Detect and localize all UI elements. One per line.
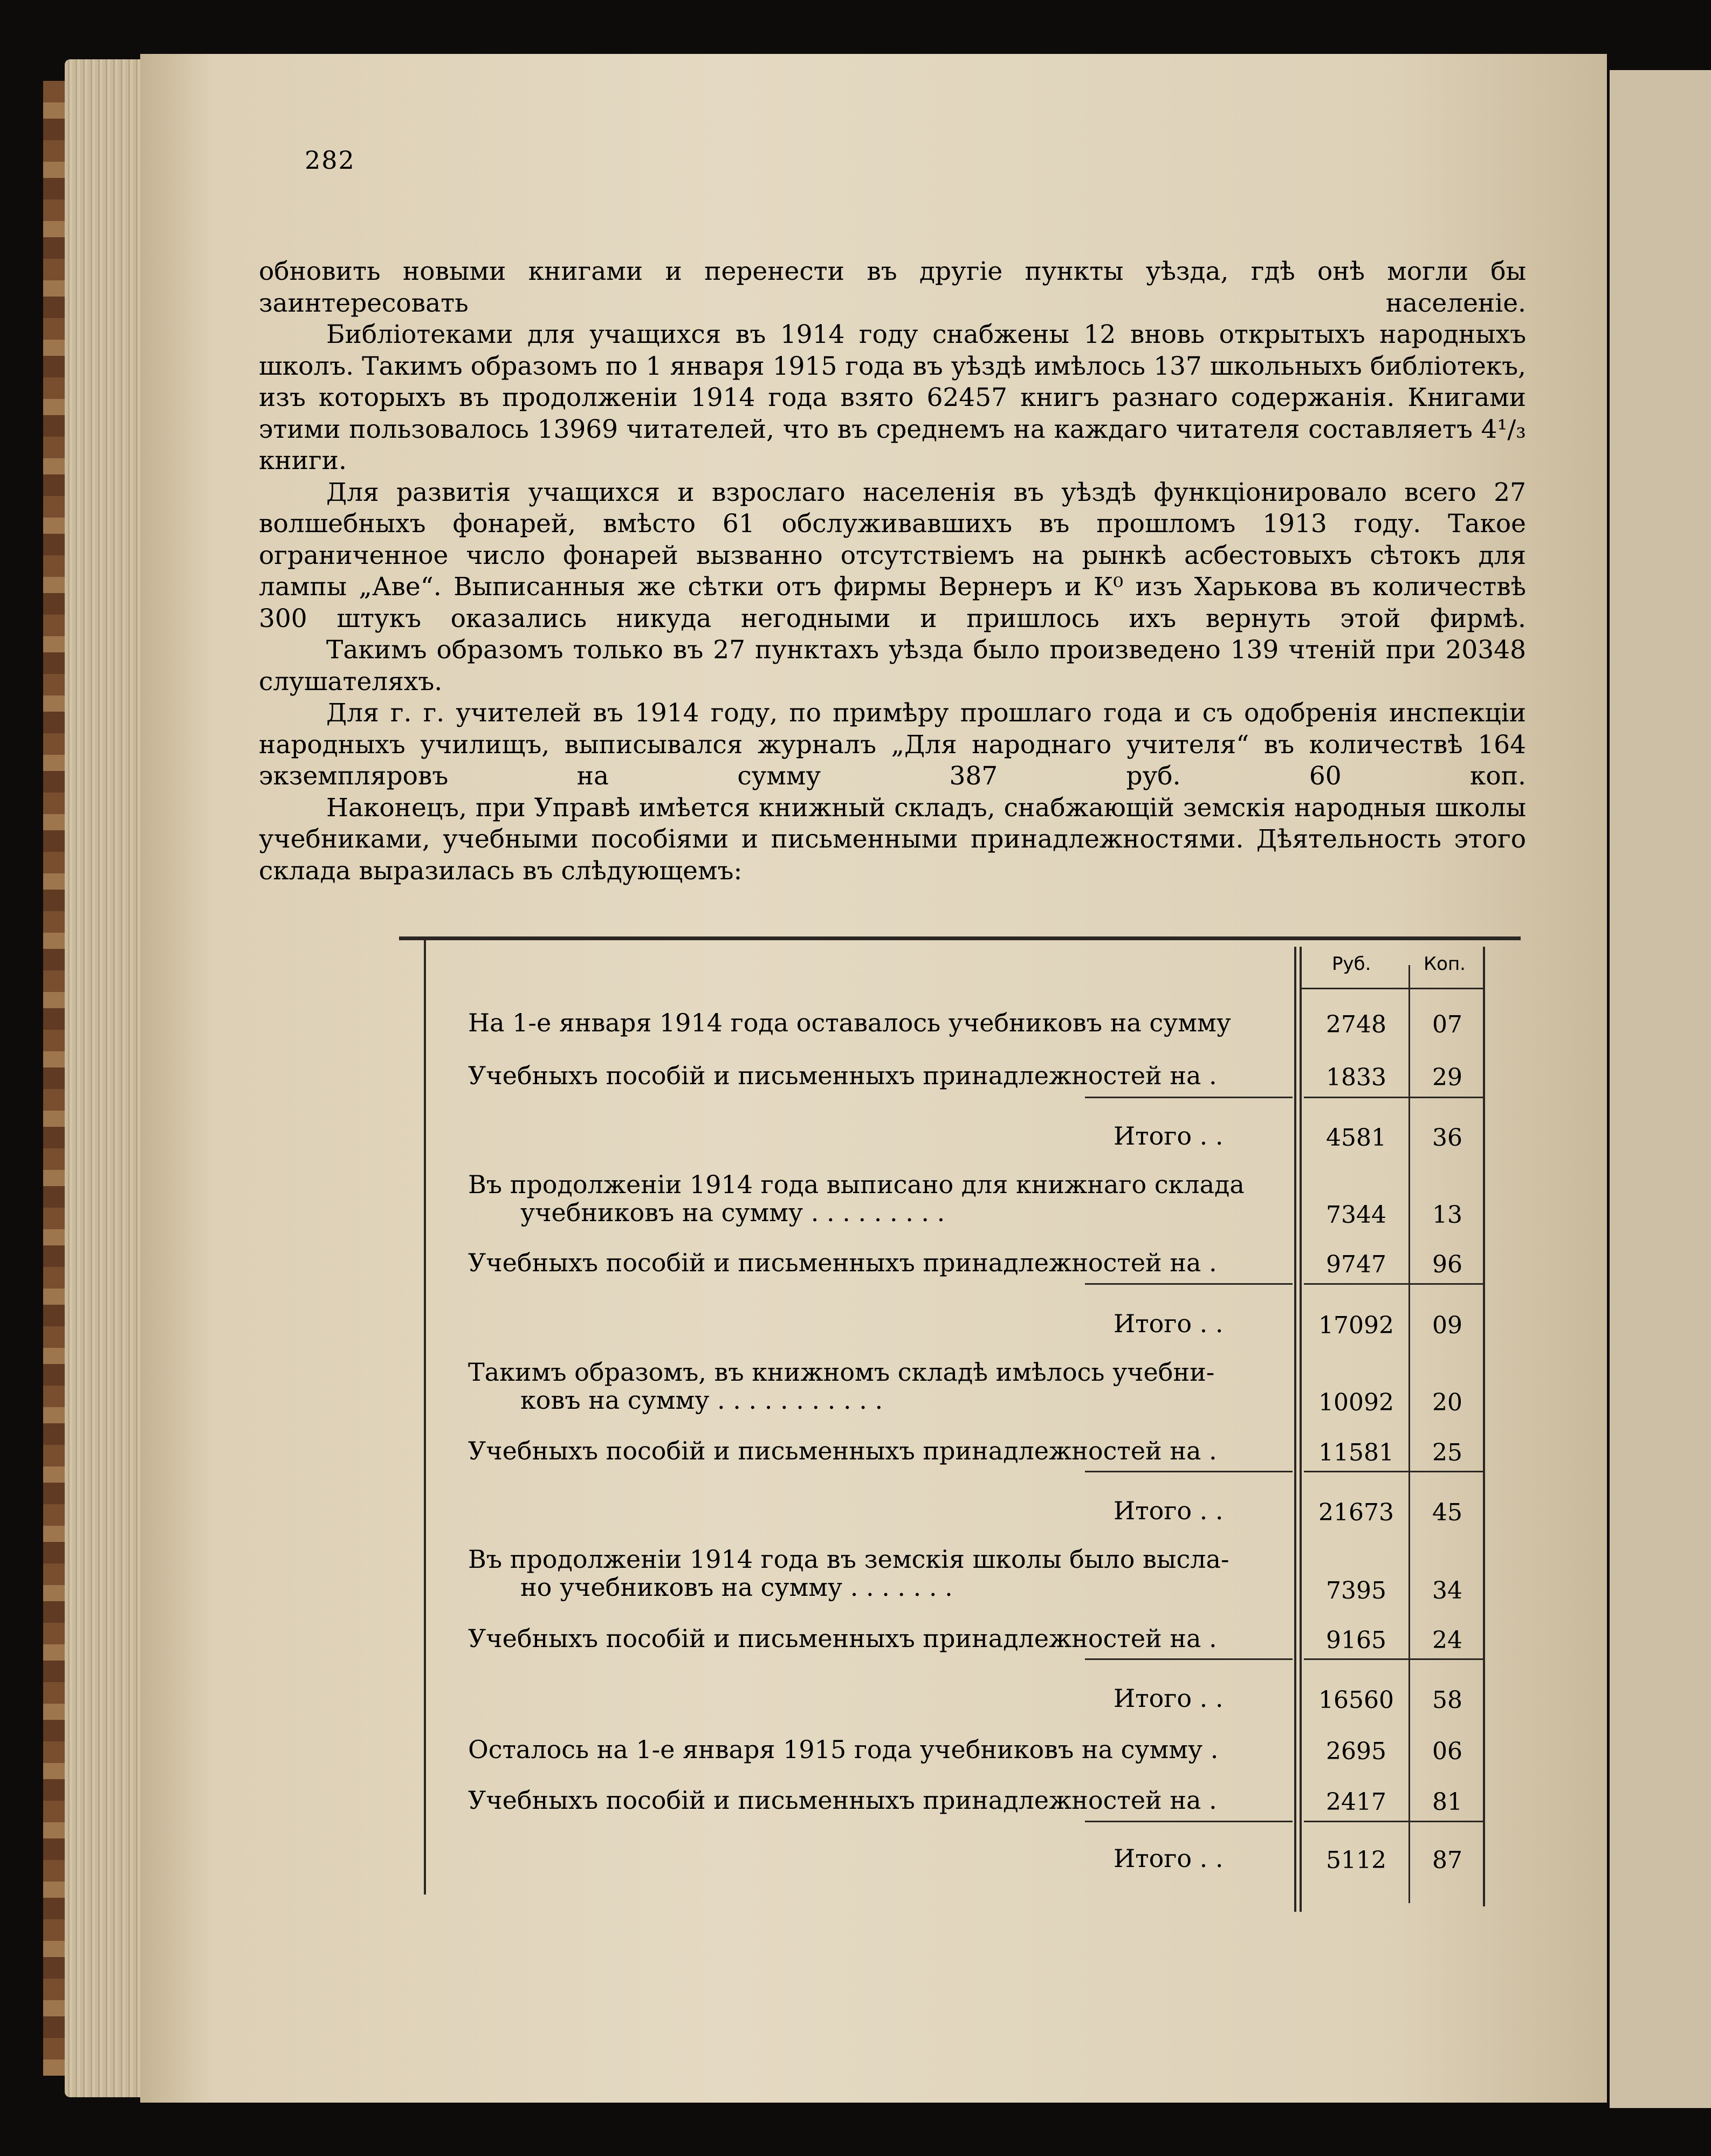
table-cell-rub: 1833	[1326, 1064, 1386, 1091]
table-cell-kop: 13	[1432, 1201, 1462, 1229]
table-row-label: На 1-е января 1914 года оставалось учебниковъ на сумму	[468, 1008, 1231, 1037]
table-cell-rub: 16560	[1318, 1686, 1394, 1714]
table-cell-kop: 06	[1432, 1738, 1462, 1765]
table-cell-kop: 25	[1432, 1439, 1462, 1466]
table-column-rule	[1294, 947, 1296, 1912]
table-cell-rub: 5112	[1326, 1847, 1386, 1874]
table-cell-rub: 4581	[1326, 1124, 1386, 1152]
sum-rule	[1085, 1821, 1293, 1822]
table-row-label: Такимъ образомъ, въ книжномъ складѣ имѣлось учебни-	[468, 1358, 1215, 1387]
table-cell-kop: 36	[1432, 1124, 1462, 1152]
paragraph: Библіотеками для учащихся въ 1914 году снабжены 12 вновь открытыхъ народныхъ школъ. Такимъ образомъ по 1 января 1915 года въ уѣздѣ имѣлось 137 школьныхъ библіотекъ, изъ которыхъ въ продолженіи 1914 года взято 62457 книгъ разнаго содержанія. Книгами этими пользовалось 13969 читателей, что въ среднемъ на каждаго читателя составляетъ 4¹/₃ книги.	[259, 320, 1526, 476]
table-cell-kop: 45	[1432, 1499, 1462, 1526]
table-cell-rub: 11581	[1318, 1439, 1394, 1466]
table-cell-rub: 21673	[1318, 1499, 1394, 1526]
sum-rule	[1085, 1471, 1293, 1472]
paragraph: обновить новыми книгами и перенести въ другіе пункты уѣзда, гдѣ онѣ могли бы заинтересовать населеніе.	[259, 257, 1526, 318]
table-cell-kop: 96	[1432, 1251, 1462, 1278]
paragraph: Для развитія учащихся и взрослаго населенія въ уѣздѣ функціонировало всего 27 волшебныхъ фонарей, вмѣсто 61 обслуживавшихъ въ прошломъ 1913 году. Такое ограниченное число фонарей вызванно отсутствіемъ на рынкѣ асбестовыхъ сѣтокъ для лампы „Аве“. Выписанныя же сѣтки отъ фирмы Вернеръ и К⁰ изъ Харькова въ количествѣ 300 штукъ оказались никуда негодными и пришлось ихъ вернуть этой фирмѣ.	[259, 477, 1526, 633]
sum-rule	[1304, 1471, 1484, 1472]
table-row-label-cont: ковъ на сумму . . . . . . . . . . .	[520, 1386, 883, 1415]
table-cell-kop: 34	[1432, 1577, 1462, 1604]
table-row-label: Учебныхъ пособій и письменныхъ принадлежностей на .	[468, 1624, 1217, 1653]
table-left-rule	[424, 940, 426, 1895]
table-row-label: Учебныхъ пособій и письменныхъ принадлежностей на .	[468, 1436, 1217, 1465]
sum-rule	[1304, 1658, 1484, 1660]
table-cell-rub: 7344	[1326, 1201, 1386, 1229]
table-row-total: Итого . .	[1114, 1121, 1224, 1151]
table-row-label: Учебныхъ пособій и письменныхъ принадлежностей на .	[468, 1786, 1217, 1815]
table-cell-rub: 17092	[1318, 1312, 1394, 1339]
table-cell-kop: 09	[1432, 1312, 1462, 1339]
table-row-label: Учебныхъ пособій и письменныхъ принадлежностей на .	[468, 1248, 1217, 1277]
sum-rule	[1085, 1097, 1293, 1098]
page-number: 282	[305, 146, 355, 175]
table-row-label: Осталось на 1-е января 1915 года учебниковъ на сумму .	[468, 1735, 1219, 1764]
table-row-label: Въ продолженіи 1914 года въ земскія школы было высла-	[468, 1545, 1229, 1574]
sum-rule	[1085, 1283, 1293, 1285]
table-cell-rub: 2417	[1326, 1788, 1386, 1816]
paragraph: Для г. г. учителей въ 1914 году, по примѣру прошлаго года и съ одобренія инспекціи народныхъ училищъ, выписывался журналъ „Для народнаго учителя“ въ количествѣ 164 экземпляровъ на сумму 387 руб. 60 коп.	[259, 698, 1526, 791]
table-row-label-cont: учебниковъ на сумму . . . . . . . . .	[520, 1198, 945, 1227]
table-column-rule	[1483, 947, 1485, 1906]
table-row-total: Итого . .	[1114, 1844, 1224, 1873]
paragraph: Наконецъ, при Управѣ имѣется книжный складъ, снабжающій земскія народныя школы учебниками, учебными пособіями и письменными принадлежностями. Дѣятельность этого склада выразилась въ слѣдующемъ:	[259, 793, 1526, 886]
table-cell-rub: 2748	[1326, 1011, 1386, 1038]
table-row-total: Итого . .	[1114, 1309, 1224, 1338]
page-stack-edge	[65, 59, 146, 2097]
table-cell-kop: 07	[1432, 1011, 1462, 1038]
table-column-rule	[1408, 965, 1410, 1903]
header-rule	[1301, 988, 1484, 989]
table-cell-kop: 81	[1432, 1788, 1462, 1816]
paragraph: Такимъ образомъ только въ 27 пунктахъ уѣзда было произведено 139 чтеній при 20348 слушателяхъ.	[259, 635, 1526, 697]
column-header-rub: Руб.	[1332, 953, 1371, 975]
table-cell-rub: 2695	[1326, 1738, 1386, 1765]
table-cell-kop: 20	[1432, 1389, 1462, 1416]
table-cell-kop: 58	[1432, 1686, 1462, 1714]
table-column-rule	[1300, 947, 1302, 1912]
column-header-kop: Коп.	[1424, 953, 1466, 975]
table-cell-kop: 29	[1432, 1064, 1462, 1091]
table-cell-rub: 9165	[1326, 1627, 1386, 1654]
table-cell-rub: 7395	[1326, 1577, 1386, 1604]
facing-page-edge	[1610, 70, 1711, 2108]
table-cell-kop: 87	[1432, 1847, 1462, 1874]
table-cell-kop: 24	[1432, 1627, 1462, 1654]
table-row-label-cont: но учебниковъ на сумму . . . . . . .	[520, 1573, 953, 1602]
sum-rule	[1304, 1821, 1484, 1822]
table-row-total: Итого . .	[1114, 1684, 1224, 1713]
table-row-label: Въ продолженіи 1914 года выписано для книжнаго склада	[468, 1170, 1245, 1199]
table-row-total: Итого . .	[1114, 1496, 1224, 1525]
sum-rule	[1085, 1658, 1293, 1660]
body-text	[259, 256, 1526, 887]
sum-rule	[1304, 1283, 1484, 1285]
sum-rule	[1304, 1097, 1484, 1098]
table-top-rule	[399, 936, 1521, 940]
table-cell-rub: 9747	[1326, 1251, 1386, 1278]
table-row-label: Учебныхъ пособій и письменныхъ принадлежностей на .	[468, 1061, 1217, 1090]
table-cell-rub: 10092	[1318, 1389, 1394, 1416]
